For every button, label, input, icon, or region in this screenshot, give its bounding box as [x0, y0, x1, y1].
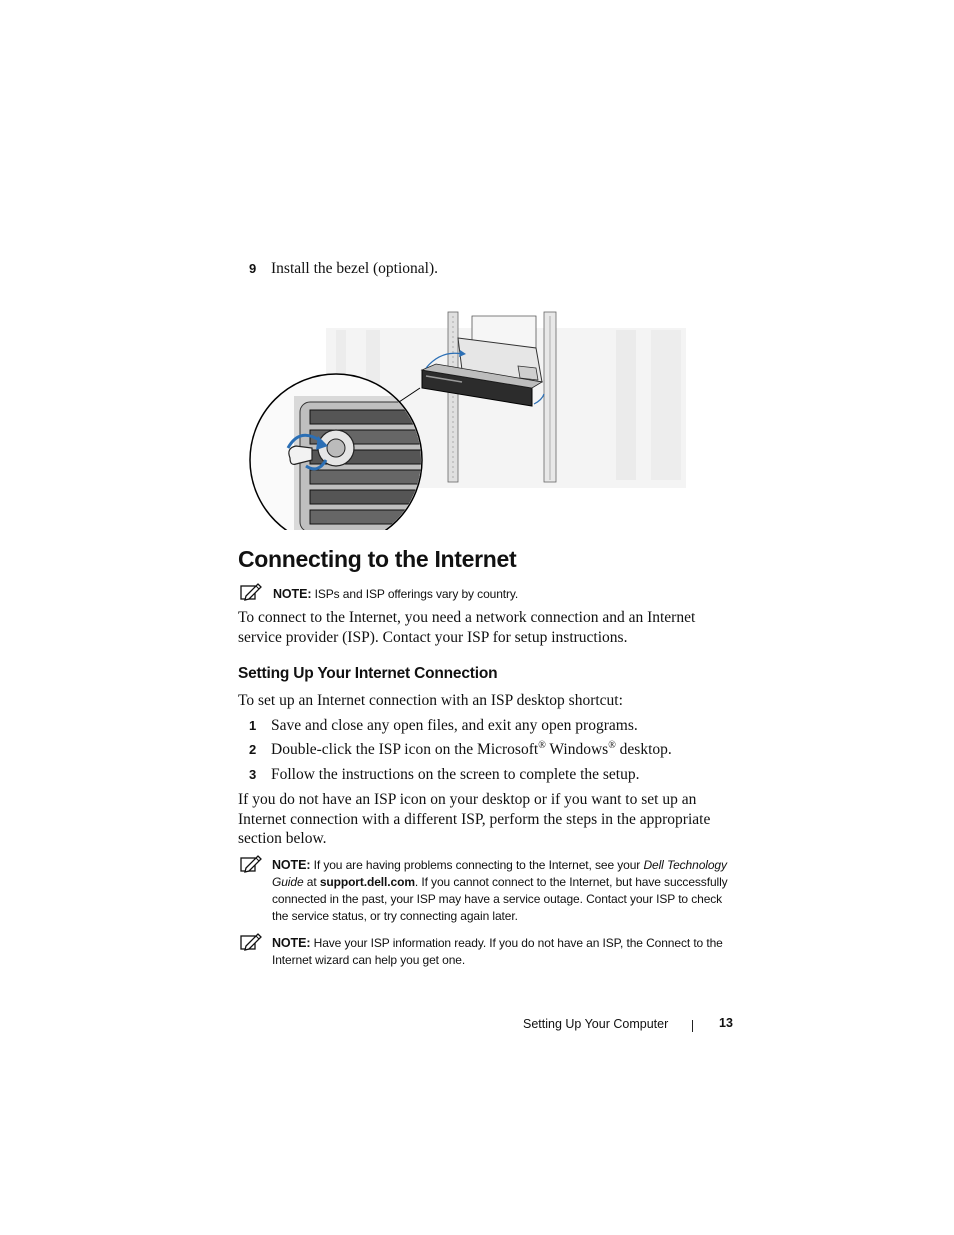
step-2 — [249, 740, 709, 760]
intro-paragraph: To connect to the Internet, you need a network connection and an Internet service provider (ISP). Contact your ISP for setup instructions. — [238, 609, 696, 646]
note-connection-problems — [272, 857, 734, 925]
alternate-isp-paragraph: If you do not have an ISP icon on your desktop or if you want to set up an Internet connection with a different ISP, perform the steps in the appropriate section below. — [238, 791, 711, 847]
footer-divider — [692, 1020, 693, 1032]
step-text: Save and close any open files, and exit any open programs. — [271, 717, 638, 734]
step-number: 2 — [249, 742, 257, 757]
step-9 — [249, 259, 549, 279]
step-3 — [249, 765, 709, 785]
step-text-part: Double-click the ISP icon on the Microsoft — [271, 741, 539, 758]
note-text: at — [303, 875, 320, 889]
step-text — [271, 740, 672, 760]
note-pencil-icon — [240, 933, 262, 951]
note-isp-information — [272, 935, 734, 969]
section-title: Connecting to the Internet — [238, 546, 517, 572]
subsection-title: Setting Up Your Internet Connection — [238, 665, 498, 682]
registered-mark: ® — [538, 739, 546, 751]
note-text: If you are having problems connecting to the Internet, see your — [310, 858, 644, 872]
setup-intro: To set up an Internet connection with an ISP desktop shortcut: — [238, 692, 623, 709]
step-text: Install the bezel (optional). — [271, 260, 438, 277]
step-number: 1 — [249, 718, 257, 733]
footer-section-name: Setting Up Your Computer — [523, 1017, 669, 1031]
note-pencil-icon — [240, 855, 262, 873]
note-country-offerings — [273, 586, 735, 603]
guide-title: Dell Technology Guide — [272, 858, 727, 889]
note-text: ISPs and ISP offerings vary by country. — [311, 587, 519, 601]
note-text: . If you cannot connect to the Internet, but have successfully connected in the past, your ISP may have a service outage. Contact your ISP to check the service status, or try connecting again later. — [272, 875, 728, 923]
note-label: NOTE: — [273, 587, 312, 601]
step-text-part: desktop. — [615, 741, 672, 758]
note-pencil-icon — [240, 583, 262, 601]
step-text: Follow the instructions on the screen to complete the setup. — [271, 766, 640, 783]
registered-mark: ® — [608, 739, 616, 751]
bezel-install-illustration — [236, 308, 688, 530]
note-label: NOTE: — [272, 858, 311, 872]
note-text: Have your ISP information ready. If you do not have an ISP, the Connect to the Internet wizard can help you get one. — [272, 936, 723, 967]
step-number: 3 — [249, 767, 257, 782]
bezel-install-illustration-svg — [236, 308, 688, 530]
note-label: NOTE: — [272, 936, 311, 950]
support-url: support.dell.com — [319, 875, 415, 889]
footer-page-number: 13 — [719, 1016, 733, 1030]
step-number: 9 — [249, 261, 257, 276]
step-1 — [249, 716, 709, 736]
step-text-part: Windows — [545, 741, 609, 758]
